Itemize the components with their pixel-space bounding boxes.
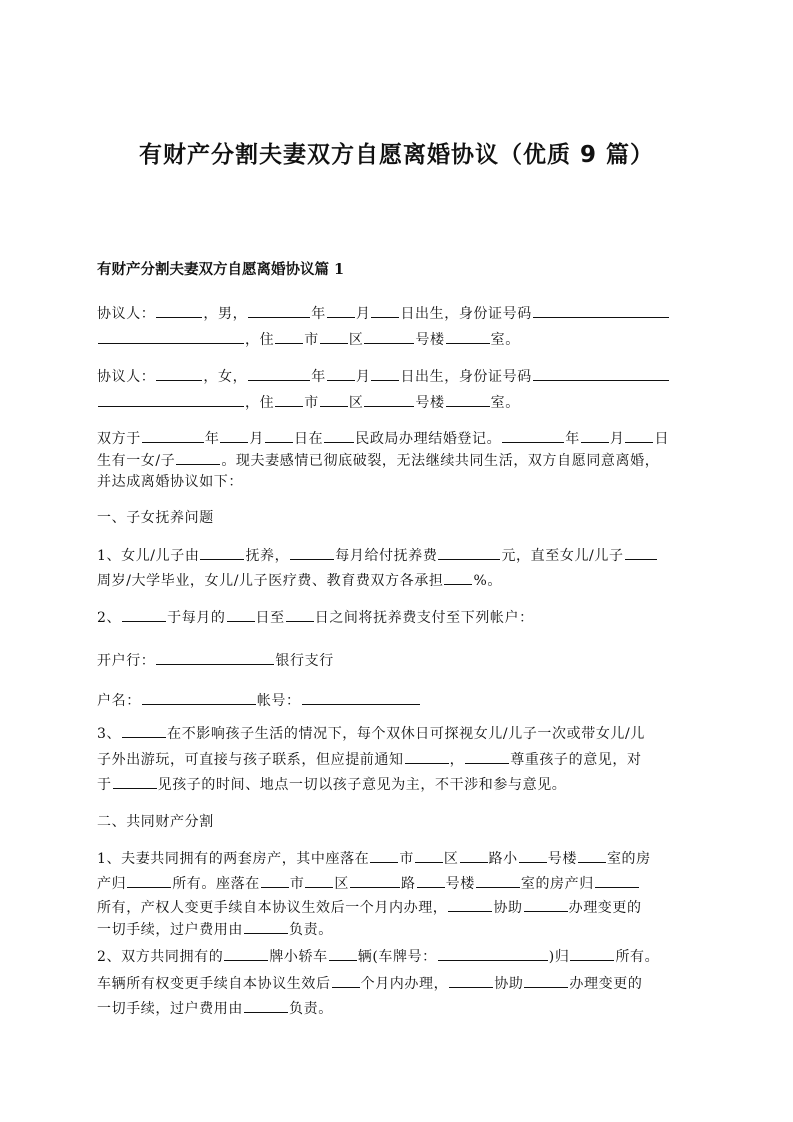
- text-segment: 路小: [488, 851, 518, 867]
- fill-in-blank[interactable]: [113, 776, 157, 789]
- fill-in-blank[interactable]: [244, 1000, 288, 1013]
- text-line: [97, 690, 707, 710]
- text-segment: 月: [249, 431, 265, 447]
- text-segment: 年: [311, 306, 326, 322]
- text-segment: 负责。: [289, 922, 333, 938]
- fill-in-blank[interactable]: [156, 368, 202, 381]
- fill-in-blank[interactable]: [364, 394, 414, 407]
- text-segment: 号楼: [415, 395, 445, 411]
- fill-in-blank[interactable]: [625, 547, 657, 560]
- text-segment: 一、子女抚养问题: [97, 510, 214, 526]
- text-segment: 协议人：: [97, 306, 156, 322]
- fill-in-blank[interactable]: [286, 609, 314, 622]
- fill-in-blank[interactable]: [224, 948, 268, 961]
- fill-in-blank[interactable]: [275, 331, 303, 344]
- text-segment: 年: [311, 369, 326, 385]
- text-segment: 辆(车牌号：: [357, 949, 437, 965]
- section-heading: 有财产分割夫妻双方自愿离婚协议篇 1: [97, 261, 345, 278]
- fill-in-blank[interactable]: [371, 305, 399, 318]
- fill-in-blank[interactable]: [305, 875, 333, 888]
- fill-in-blank[interactable]: [127, 875, 171, 888]
- fill-in-blank[interactable]: [533, 368, 669, 381]
- text-line: [97, 897, 707, 917]
- text-segment: 1、夫妻共同拥有的两套房产，其中座落在: [97, 851, 370, 867]
- text-line: [97, 428, 707, 448]
- text-line: [97, 450, 707, 470]
- fill-in-blank[interactable]: [122, 725, 166, 738]
- fill-in-blank[interactable]: [350, 875, 400, 888]
- fill-in-blank[interactable]: [533, 305, 669, 318]
- text-segment: 协助: [494, 976, 524, 992]
- text-segment: 生有一女/子: [97, 453, 176, 469]
- fill-in-blank[interactable]: [444, 572, 472, 585]
- fill-in-blank[interactable]: [502, 430, 564, 443]
- text-segment: 室的房产归: [520, 876, 594, 892]
- fill-in-blank[interactable]: [449, 975, 493, 988]
- text-segment: 1、女儿/儿子由: [97, 548, 200, 564]
- text-segment: 于: [97, 777, 112, 793]
- fill-in-blank[interactable]: [519, 850, 547, 863]
- text-segment: ，住: [245, 395, 275, 411]
- text-line: [97, 392, 707, 412]
- fill-in-blank[interactable]: [244, 921, 288, 934]
- fill-in-blank[interactable]: [465, 751, 509, 764]
- fill-in-blank[interactable]: [370, 850, 398, 863]
- text-segment: 号楼: [445, 876, 475, 892]
- fill-in-blank[interactable]: [290, 547, 334, 560]
- fill-in-blank[interactable]: [438, 547, 500, 560]
- text-segment: 办理变更的: [568, 900, 642, 916]
- fill-in-blank[interactable]: [200, 547, 244, 560]
- fill-in-blank[interactable]: [405, 751, 449, 764]
- text-line: [97, 946, 707, 966]
- fill-in-blank[interactable]: [570, 948, 614, 961]
- fill-in-blank[interactable]: [275, 394, 303, 407]
- text-segment: 抚养，: [245, 548, 290, 564]
- text-segment: 一切手续，过户费用由: [97, 922, 243, 938]
- fill-in-blank[interactable]: [248, 368, 310, 381]
- text-segment: 在不影响孩子生活的情况下，每个双休日可探视女儿/儿子一次或带女儿/儿: [167, 726, 645, 742]
- text-line: [97, 607, 707, 627]
- text-segment: 双方于: [97, 431, 141, 447]
- text-segment: 室。: [490, 395, 520, 411]
- text-line: [97, 329, 707, 349]
- text-segment: 室。: [490, 332, 520, 348]
- text-segment: 日出生，身份证号码: [400, 369, 532, 385]
- text-segment: 所有。: [615, 949, 660, 965]
- text-segment: 日在: [294, 431, 324, 447]
- text-segment: 区: [334, 876, 350, 892]
- fill-in-blank[interactable]: [581, 430, 609, 443]
- fill-in-blank[interactable]: [261, 875, 289, 888]
- fill-in-blank[interactable]: [438, 948, 548, 961]
- fill-in-blank[interactable]: [227, 609, 255, 622]
- text-segment: ，: [449, 752, 465, 768]
- text-segment: 牌小轿车: [269, 949, 328, 965]
- text-segment: 区: [443, 851, 459, 867]
- text-line: [97, 723, 707, 743]
- fill-in-blank[interactable]: [220, 430, 248, 443]
- text-segment: 个月内办理，: [360, 976, 449, 992]
- fill-in-blank[interactable]: [476, 875, 520, 888]
- text-segment: 月: [355, 369, 371, 385]
- text-segment: 市: [399, 851, 414, 867]
- text-line: [97, 973, 707, 993]
- text-segment: ，女，: [203, 369, 248, 385]
- fill-in-blank[interactable]: [625, 430, 653, 443]
- text-line: [97, 303, 707, 323]
- fill-in-blank[interactable]: [578, 850, 606, 863]
- text-segment: 区: [348, 332, 364, 348]
- text-line: [97, 873, 707, 893]
- text-segment: 银行支行: [275, 653, 334, 669]
- fill-in-blank[interactable]: [446, 331, 490, 344]
- fill-in-blank[interactable]: [248, 305, 310, 318]
- fill-in-blank[interactable]: [524, 899, 568, 912]
- text-segment: 负责。: [289, 1001, 333, 1017]
- text-segment: 元，直至女儿/儿子: [501, 548, 624, 564]
- text-segment: 日: [654, 431, 670, 447]
- text-segment: 并达成离婚协议如下：: [97, 474, 243, 490]
- fill-in-blank[interactable]: [524, 975, 568, 988]
- fill-in-blank[interactable]: [329, 948, 357, 961]
- fill-in-blank[interactable]: [371, 368, 399, 381]
- text-segment: 开户行：: [97, 653, 156, 669]
- text-segment: 日至: [255, 610, 285, 626]
- text-segment: 协议人：: [97, 369, 156, 385]
- text-segment: 帐号：: [256, 693, 301, 709]
- text-segment: 车辆所有权变更手续自本协议生效后: [97, 976, 331, 992]
- text-line: [97, 570, 707, 590]
- text-line: [97, 919, 707, 939]
- text-segment: 见孩子的时间、地点一切以孩子意见为主，不干涉和参与意见。: [157, 777, 567, 793]
- fill-in-blank[interactable]: [302, 692, 420, 705]
- fill-in-blank[interactable]: [446, 394, 490, 407]
- text-line: [97, 774, 707, 794]
- fill-in-blank[interactable]: [320, 331, 348, 344]
- document-title: 有财产分割夫妻双方自愿离婚协议（优质 9 篇）: [138, 142, 655, 168]
- text-segment: )归: [548, 949, 570, 965]
- text-segment: 3、: [97, 726, 122, 742]
- fill-in-blank[interactable]: [364, 331, 414, 344]
- fill-in-blank[interactable]: [415, 850, 443, 863]
- text-segment: 所有。座落在: [172, 876, 260, 892]
- text-segment: 月: [355, 306, 371, 322]
- fill-in-blank[interactable]: [156, 652, 274, 665]
- text-segment: 于每月的: [167, 610, 226, 626]
- text-segment: 办理变更的: [569, 976, 643, 992]
- text-segment: 号楼: [547, 851, 577, 867]
- text-segment: 月: [609, 431, 625, 447]
- text-segment: 。现夫妻感情已彻底破裂，无法继续共同生活，双方自愿同意离婚，: [221, 453, 660, 469]
- text-segment: 室的房: [606, 851, 651, 867]
- text-segment: 所有，产权人变更手续自本协议生效后一个月内办理，: [97, 900, 448, 916]
- text-segment: 号楼: [415, 332, 445, 348]
- fill-in-blank[interactable]: [460, 850, 488, 863]
- fill-in-blank[interactable]: [176, 452, 220, 465]
- text-segment: ，男，: [203, 306, 248, 322]
- text-segment: 周岁/大学毕业，女儿/儿子医疗费、教育费双方各承担: [97, 573, 444, 589]
- text-segment: 路: [401, 876, 416, 892]
- text-line: [97, 749, 707, 769]
- text-segment: ，住: [245, 332, 275, 348]
- fill-in-blank[interactable]: [98, 331, 244, 344]
- fill-in-blank[interactable]: [142, 430, 204, 443]
- text-segment: 日出生，身份证号码: [400, 306, 532, 322]
- fill-in-blank[interactable]: [156, 305, 202, 318]
- text-segment: 产归: [97, 876, 127, 892]
- text-line: [97, 811, 707, 831]
- text-line: [97, 998, 707, 1018]
- text-segment: 户名：: [97, 693, 141, 709]
- text-segment: 尊重孩子的意见，对: [510, 752, 642, 768]
- fill-in-blank[interactable]: [417, 875, 445, 888]
- text-line: [97, 650, 707, 670]
- fill-in-blank[interactable]: [265, 430, 293, 443]
- text-line: [97, 507, 707, 527]
- text-segment: 2、: [97, 610, 122, 626]
- fill-in-blank[interactable]: [327, 368, 355, 381]
- text-segment: 二、共同财产分割: [97, 814, 214, 830]
- text-segment: %。: [473, 573, 502, 589]
- text-segment: 日之间将抚养费支付至下列帐户：: [314, 610, 534, 626]
- text-segment: 子外出游玩，可直接与孩子联系，但应提前通知: [97, 752, 404, 768]
- text-line: [97, 848, 707, 868]
- text-segment: 年: [204, 431, 220, 447]
- text-segment: 一切手续，过户费用由: [97, 1001, 243, 1017]
- text-segment: 民政局办理结婚登记。: [355, 431, 502, 447]
- text-segment: 区: [348, 395, 364, 411]
- fill-in-blank[interactable]: [122, 609, 166, 622]
- text-segment: 2、双方共同拥有的: [97, 949, 224, 965]
- fill-in-blank[interactable]: [448, 899, 492, 912]
- text-segment: 年: [565, 431, 580, 447]
- text-line: [97, 545, 707, 565]
- text-segment: 市: [304, 332, 319, 348]
- text-line: [97, 471, 707, 491]
- text-segment: 协助: [493, 900, 523, 916]
- fill-in-blank[interactable]: [327, 305, 355, 318]
- fill-in-blank[interactable]: [98, 394, 244, 407]
- text-segment: 市: [304, 395, 319, 411]
- text-segment: 每月给付抚养费: [335, 548, 438, 564]
- fill-in-blank[interactable]: [142, 692, 256, 705]
- fill-in-blank[interactable]: [324, 430, 354, 443]
- text-line: [97, 366, 707, 386]
- fill-in-blank[interactable]: [595, 875, 639, 888]
- text-segment: 市: [289, 876, 305, 892]
- fill-in-blank[interactable]: [320, 394, 348, 407]
- fill-in-blank[interactable]: [332, 975, 360, 988]
